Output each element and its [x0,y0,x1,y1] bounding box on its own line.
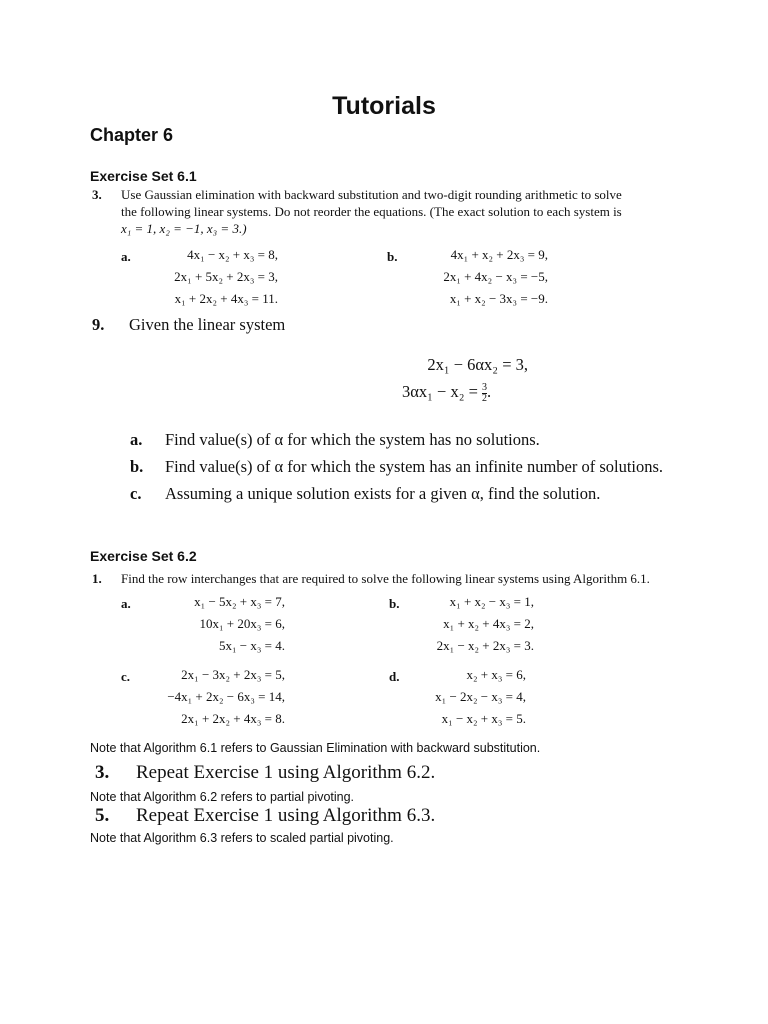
exercise-9-text: Given the linear system [129,315,286,334]
equation: x₁ − x₂ + x₃ = 5. [441,711,526,726]
equation: −4x₁ + 2x₂ − 6x₃ = 14, [167,689,285,704]
equation: 2x₁ − x₂ + 2x₃ = 3. [436,638,534,653]
equation: x₁ − 2x₂ − x₃ = 4, [435,689,526,704]
exercise-5-number: 5. [95,805,110,826]
exercise-3b-system [412,244,548,310]
exercise-1-number: 1. [92,571,102,586]
exercise-9b-text: Find value(s) of α for which the system has an infinite number of solutions. [165,457,664,476]
exercise-1a-label: a. [121,596,131,611]
equation: x₁ + x₂ + 4x₃ = 2, [443,616,534,631]
exercise-3a-system [148,244,278,310]
equation: x₁ + x₂ − 3x₃ = −9. [449,291,548,306]
equation: 4x₁ − x₂ + x₃ = 8, [187,247,278,262]
exercise-1d-system [412,664,526,730]
exercise-9-equation-1: 2x₁ − 6αx₂ = 3, [427,355,528,374]
exercise-9b-label: b. [130,457,144,476]
exercise-set-6-2-heading: Exercise Set 6.2 [90,548,197,564]
exercise-1c-system [145,664,285,730]
equation: 2x₁ − 3x₂ + 2x₃ = 5, [181,667,285,682]
exercise-1-text: Find the row interchanges that are required to solve the following linear systems using Algorithm 6.1. [121,571,650,586]
fraction-denominator: 2 [482,392,488,404]
equation-end: . [487,382,492,401]
page-title: Tutorials [332,92,436,120]
exercise-1b-label: b. [389,596,400,611]
exercise-set-6-1-heading: Exercise Set 6.1 [90,168,197,184]
note-algorithm-6-2: Note that Algorithm 6.2 refers to partial pivoting. [90,790,355,804]
equation: 10x₁ + 20x₃ = 6, [199,616,285,631]
exercise-1b-system [414,591,534,657]
equation: x₁ + x₂ − x₃ = 1, [449,594,534,609]
exercise-1c-label: c. [121,669,131,684]
exercise-3-number: 3. [92,187,102,202]
note-algorithm-6-1: Note that Algorithm 6.1 refers to Gaussian Elimination with backward substitution. [90,741,541,755]
exercise-3-text-line3: x₁ = 1, x₂ = −1, x₃ = 3.) [121,221,247,236]
exercise-5-text: Repeat Exercise 1 using Algorithm 6.3. [136,805,436,826]
equation: 4x₁ + x₂ + 2x₃ = 9, [450,247,548,262]
exercise-1a-system [148,591,285,657]
equation: x₂ + x₃ = 6, [466,667,526,682]
exercise-9-number: 9. [92,315,105,334]
fraction-numerator: 3 [482,381,488,393]
exercise-9-equation-2 [402,382,491,404]
exercise-3-text-line1: Use Gaussian elimination with backward substitution and two-digit rounding arithmetic to solve [121,187,622,202]
equation: x₁ − 5x₂ + x₃ = 7, [194,594,285,609]
equation-left: 3αx₁ − x₂ = [402,382,478,401]
equation: 2x₁ + 4x₂ − x₃ = −5, [443,269,548,284]
exercise-9c-label: c. [130,484,142,503]
equation: x₁ + 2x₂ + 4x₃ = 11. [174,291,278,306]
exercise-9a-text: Find value(s) of α for which the system has no solutions. [165,430,540,449]
equation: 2x₁ + 2x₂ + 4x₃ = 8. [181,711,285,726]
equation: 5x₁ − x₃ = 4. [219,638,285,653]
exercise-9c-text: Assuming a unique solution exists for a given α, find the solution. [165,484,601,503]
exercise-9a-label: a. [130,430,143,449]
exercise-3b-label: b. [387,249,398,264]
exercise-3a-label: a. [121,249,131,264]
equation: 2x₁ + 5x₂ + 2x₃ = 3, [174,269,278,284]
exercise-3-set2-number: 3. [95,762,110,783]
chapter-heading: Chapter 6 [90,125,174,145]
note-algorithm-6-3: Note that Algorithm 6.3 refers to scaled partial pivoting. [90,831,394,845]
exercise-3-set2-text: Repeat Exercise 1 using Algorithm 6.2. [136,762,436,783]
exercise-1d-label: d. [389,669,400,684]
exercise-3-text-line2: the following linear systems. Do not reorder the equations. (The exact solution to each system is [121,204,622,219]
